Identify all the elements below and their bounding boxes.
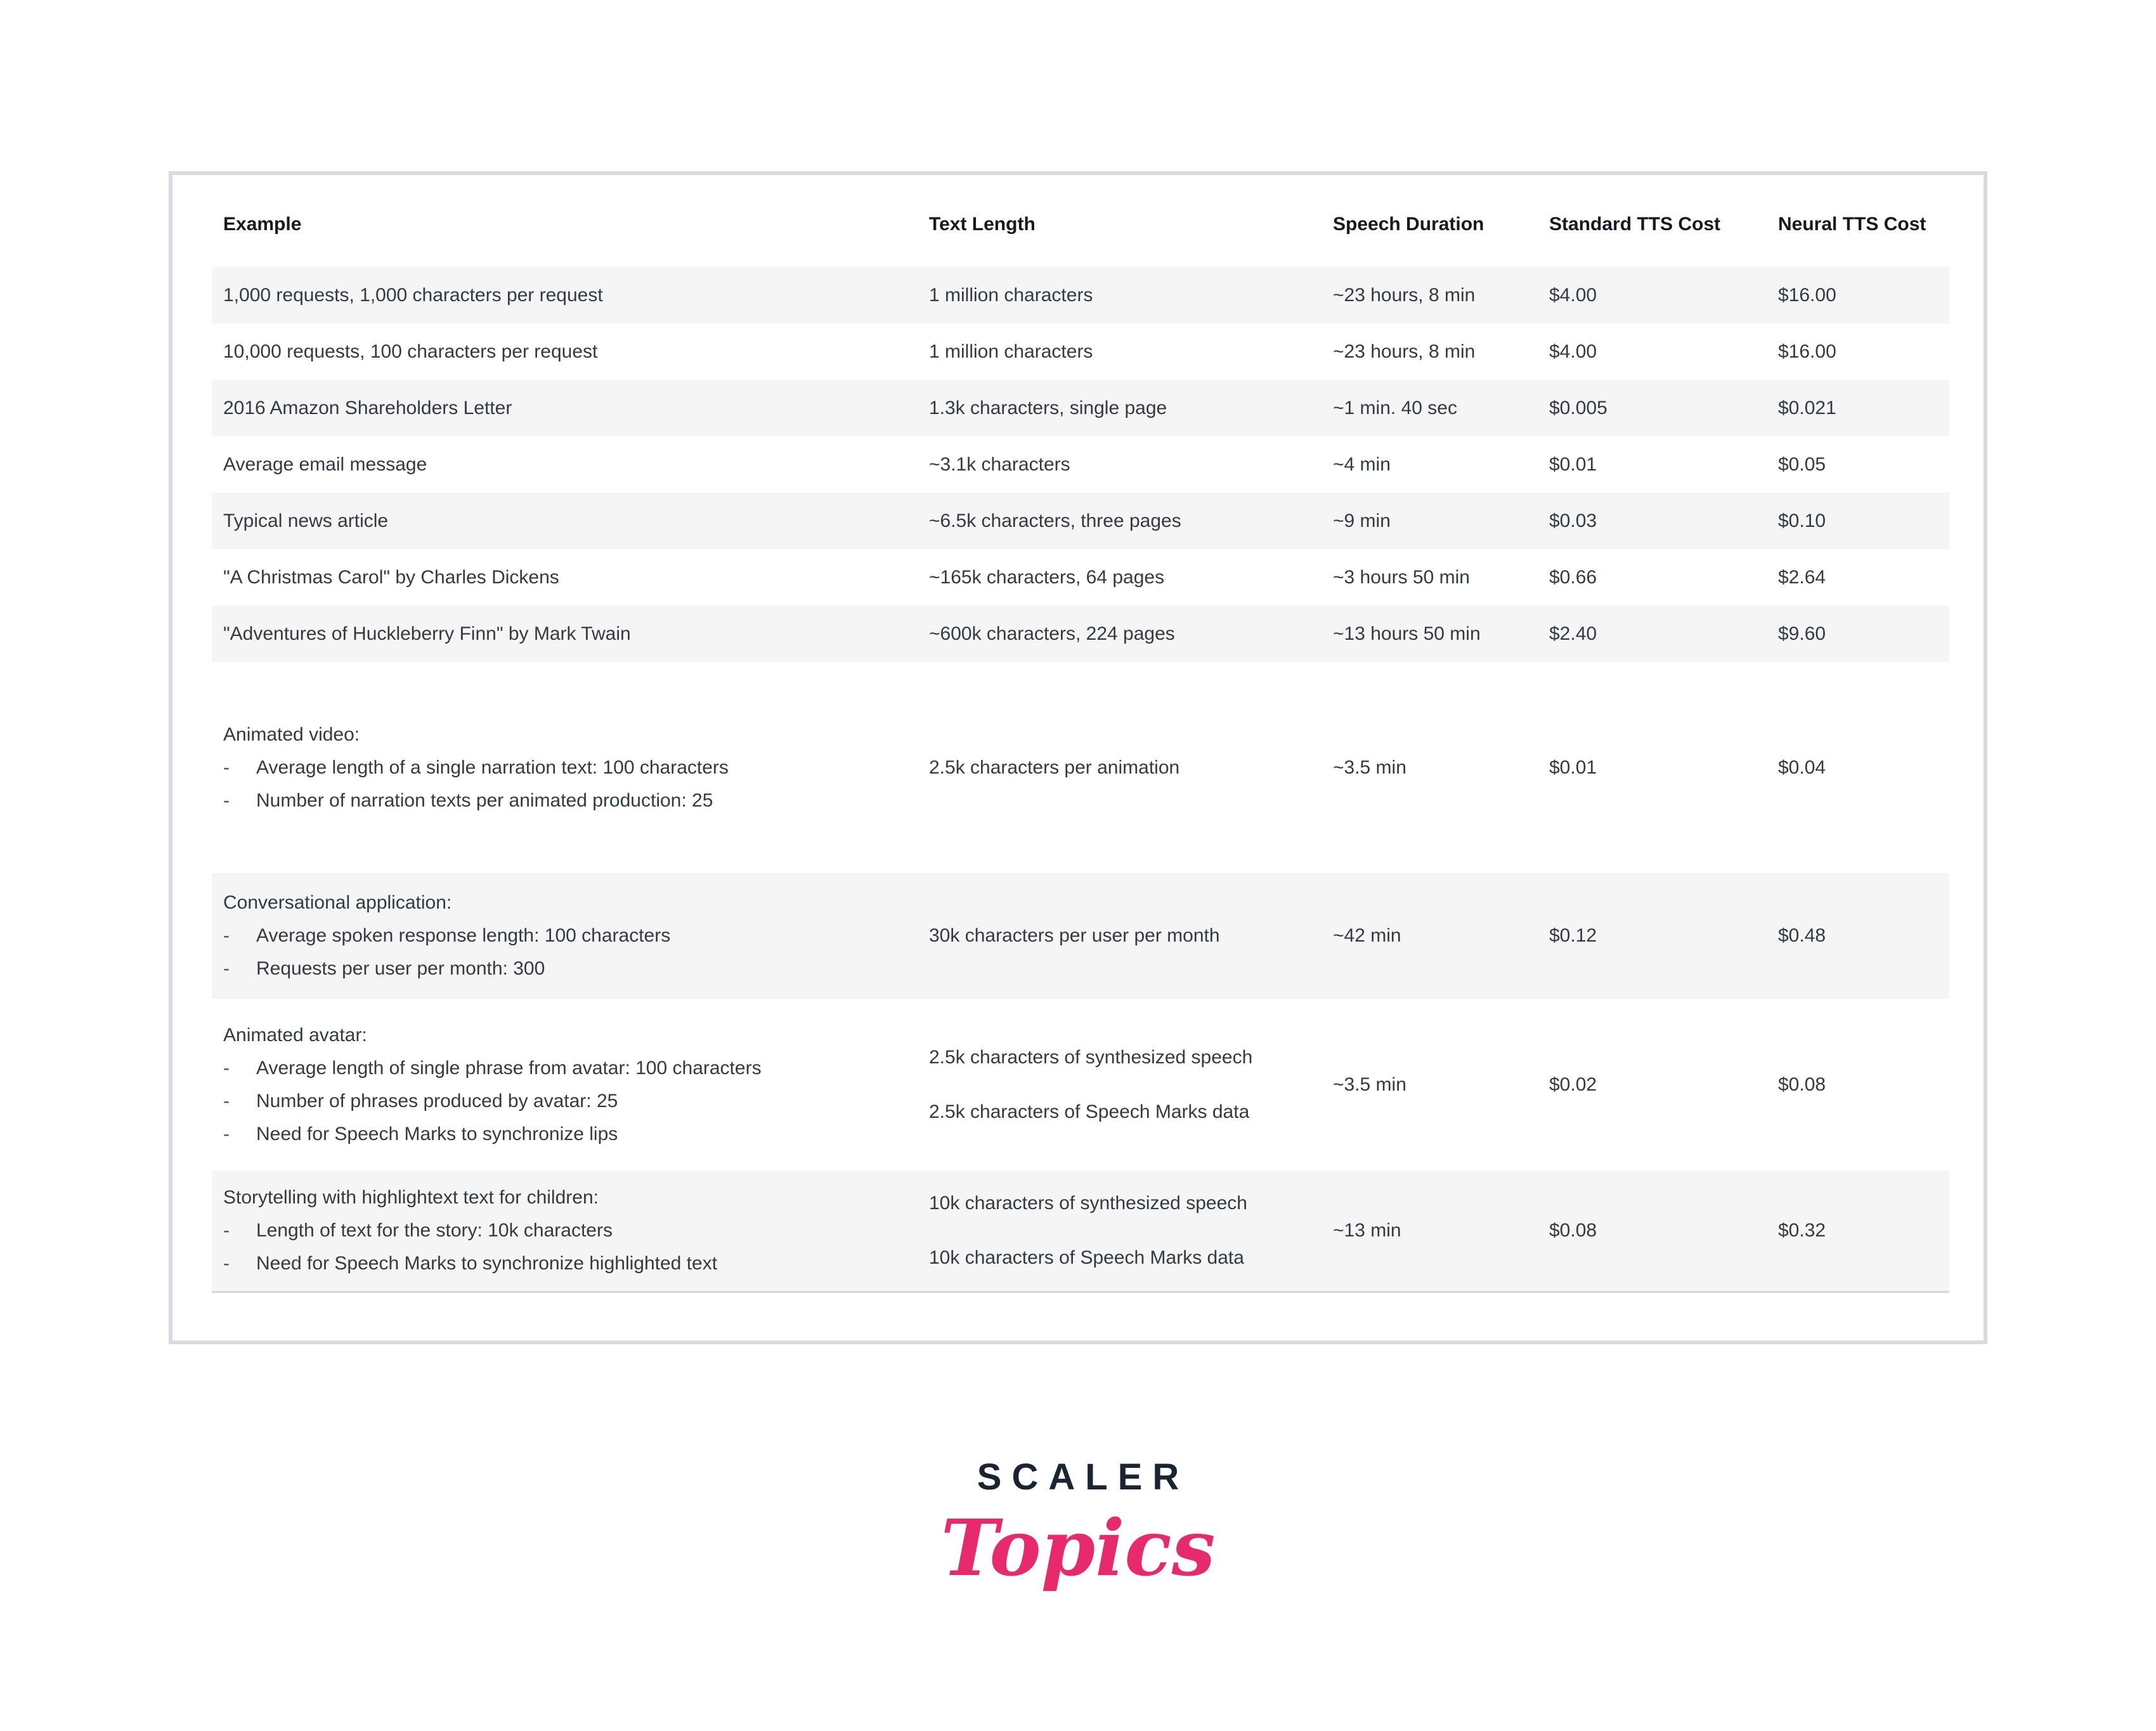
text-length-cell [918, 999, 1322, 1170]
example-title: "Adventures of Huckleberry Finn" by Mark Twain [223, 623, 631, 644]
example-cell [212, 999, 918, 1170]
text-length-line: 2.5k characters of synthesized speech [929, 1046, 1253, 1068]
bullet-text: Average length of a single narration text: 100 characters [256, 756, 729, 778]
table-row [212, 549, 1949, 606]
speech-duration-cell: ~3 hours 50 min [1333, 566, 1470, 588]
text-length-cell [918, 549, 1322, 606]
neural-tts-cost-cell: $0.48 [1767, 873, 1949, 999]
bullet-dash: - [223, 1057, 230, 1079]
text-length-line: ~3.1k characters [929, 453, 1070, 475]
bullet-item [223, 952, 910, 985]
speech-duration-cell: ~13 hours 50 min [1322, 606, 1538, 662]
bullet-text: Need for Speech Marks to synchronize lips [256, 1123, 618, 1144]
bullet-dash: - [223, 958, 230, 979]
standard-tts-cost-cell: $0.02 [1549, 1073, 1597, 1095]
example-cell [212, 1170, 918, 1292]
bullet-item [223, 1085, 910, 1118]
table-row [212, 606, 1949, 662]
bullet-dash: - [223, 1219, 230, 1241]
standard-tts-cost-cell: $4.00 [1538, 267, 1767, 323]
example-title: "A Christmas Carol" by Charles Dickens [223, 566, 559, 588]
example-cell [212, 267, 918, 323]
text-length-cell [918, 1170, 1322, 1292]
table-row [212, 493, 1949, 549]
table-row [212, 436, 1949, 493]
standard-tts-cost-cell: $0.12 [1538, 873, 1767, 999]
bullet-text: Average length of single phrase from avatar: 100 characters [256, 1057, 762, 1079]
tts-pricing-table [212, 181, 1949, 1293]
neural-tts-cost-cell: $0.05 [1778, 453, 1826, 475]
example-cell [212, 323, 918, 380]
scaler-wordmark: SCALER [977, 1456, 1190, 1498]
example-cell [212, 606, 918, 662]
column-header-standard-tts-cost: Standard TTS Cost [1549, 213, 1721, 235]
example-title: Average email message [223, 453, 427, 475]
header-row [212, 181, 1949, 267]
text-length-line: 10k characters of synthesized speech [929, 1192, 1247, 1214]
example-title: Storytelling with highlightext text for children: [223, 1186, 599, 1208]
neural-tts-cost-cell: $9.60 [1767, 606, 1949, 662]
speech-duration-cell: ~42 min [1322, 873, 1538, 999]
text-length-cell [918, 873, 1322, 999]
bullet-item [223, 1214, 910, 1247]
speech-duration-cell: ~23 hours, 8 min [1322, 267, 1538, 323]
table-row [212, 662, 1949, 873]
column-header-neural-tts-cost: Neural TTS Cost [1778, 213, 1926, 235]
text-length-line: 2.5k characters of Speech Marks data [929, 1101, 1250, 1122]
bullet-item [223, 919, 910, 952]
text-length-cell [918, 380, 1322, 436]
example-cell [212, 549, 918, 606]
bullet-dash: - [223, 1090, 230, 1112]
standard-tts-cost-cell: $0.66 [1549, 566, 1597, 588]
standard-tts-cost-cell: $4.00 [1549, 340, 1597, 362]
text-length-line: ~165k characters, 64 pages [929, 566, 1165, 588]
example-title: Animated avatar: [223, 1024, 367, 1046]
neural-tts-cost-cell: $0.08 [1778, 1073, 1826, 1095]
column-header-speech-duration: Speech Duration [1333, 213, 1484, 235]
bullet-dash: - [223, 756, 230, 778]
bullet-item [223, 751, 910, 784]
text-length-line: ~600k characters, 224 pages [929, 623, 1175, 644]
table-row [212, 323, 1949, 380]
pricing-table-panel [169, 171, 1987, 1344]
bullet-dash: - [223, 1252, 230, 1274]
example-cell [212, 380, 918, 436]
neural-tts-cost-cell: $16.00 [1778, 340, 1836, 362]
example-cell [212, 493, 918, 549]
neural-tts-cost-cell: $0.10 [1767, 493, 1949, 549]
table-row [212, 380, 1949, 436]
speech-duration-cell: ~9 min [1322, 493, 1538, 549]
text-length-cell [918, 662, 1322, 873]
bullet-dash: - [223, 1123, 230, 1144]
bullet-dash: - [223, 789, 230, 811]
bullet-item [223, 1052, 910, 1085]
column-header-text-length: Text Length [929, 213, 1036, 235]
text-length-line: 1.3k characters, single page [929, 397, 1167, 418]
text-length-line: 10k characters of Speech Marks data [929, 1247, 1244, 1268]
bullet-text: Number of phrases produced by avatar: 25 [256, 1090, 618, 1112]
example-cell [212, 436, 918, 493]
speech-duration-cell: ~3.5 min [1333, 1073, 1406, 1095]
table-body [212, 267, 1949, 1292]
example-title: 1,000 requests, 1,000 characters per request [223, 284, 603, 306]
text-length-cell [918, 606, 1322, 662]
text-length-line: 2.5k characters per animation [929, 756, 1180, 778]
example-title: Conversational application: [223, 892, 452, 913]
text-length-cell [918, 493, 1322, 549]
column-header-example: Example [223, 213, 302, 235]
example-title: Animated video: [223, 723, 360, 745]
table-row [212, 267, 1949, 323]
bullet-text: Requests per user per month: 300 [256, 958, 545, 979]
text-length-line: 1 million characters [929, 284, 1093, 306]
example-title: 2016 Amazon Shareholders Letter [223, 397, 512, 418]
bullet-item [223, 784, 910, 817]
bullet-dash: - [223, 925, 230, 946]
table-row [212, 999, 1949, 1170]
text-length-line: 1 million characters [929, 340, 1093, 362]
speech-duration-cell: ~4 min [1333, 453, 1391, 475]
neural-tts-cost-cell: $16.00 [1767, 267, 1949, 323]
bullet-text: Average spoken response length: 100 characters [256, 925, 671, 946]
topics-wordmark: Topics [940, 1502, 1216, 1593]
text-length-line: ~6.5k characters, three pages [929, 510, 1181, 531]
example-title: 10,000 requests, 100 characters per request [223, 340, 598, 362]
standard-tts-cost-cell: $0.03 [1538, 493, 1767, 549]
standard-tts-cost-cell: $0.005 [1538, 380, 1767, 436]
table-row [212, 873, 1949, 999]
standard-tts-cost-cell: $0.01 [1549, 453, 1597, 475]
bullet-text: Number of narration texts per animated production: 25 [256, 789, 713, 811]
text-length-cell [918, 267, 1322, 323]
speech-duration-cell: ~23 hours, 8 min [1333, 340, 1476, 362]
standard-tts-cost-cell: $2.40 [1538, 606, 1767, 662]
table-row [212, 1170, 1949, 1292]
standard-tts-cost-cell: $0.08 [1538, 1170, 1767, 1292]
bullet-item [223, 1118, 910, 1151]
standard-tts-cost-cell: $0.01 [1549, 756, 1597, 778]
example-cell [212, 662, 918, 873]
text-length-cell [918, 436, 1322, 493]
scaler-topics-logo [0, 1456, 2156, 1597]
text-length-line: 30k characters per user per month [929, 925, 1220, 946]
speech-duration-cell: ~3.5 min [1333, 756, 1406, 778]
example-cell [212, 873, 918, 999]
bullet-text: Length of text for the story: 10k characters [256, 1219, 613, 1241]
text-length-cell [918, 323, 1322, 380]
example-title: Typical news article [223, 510, 389, 531]
bullet-item [223, 1247, 910, 1280]
neural-tts-cost-cell: $0.021 [1767, 380, 1949, 436]
neural-tts-cost-cell: $2.64 [1778, 566, 1826, 588]
speech-duration-cell: ~1 min. 40 sec [1322, 380, 1538, 436]
table-header [212, 181, 1949, 267]
neural-tts-cost-cell: $0.32 [1767, 1170, 1949, 1292]
neural-tts-cost-cell: $0.04 [1778, 756, 1826, 778]
speech-duration-cell: ~13 min [1322, 1170, 1538, 1292]
bullet-text: Need for Speech Marks to synchronize highlighted text [256, 1252, 718, 1274]
